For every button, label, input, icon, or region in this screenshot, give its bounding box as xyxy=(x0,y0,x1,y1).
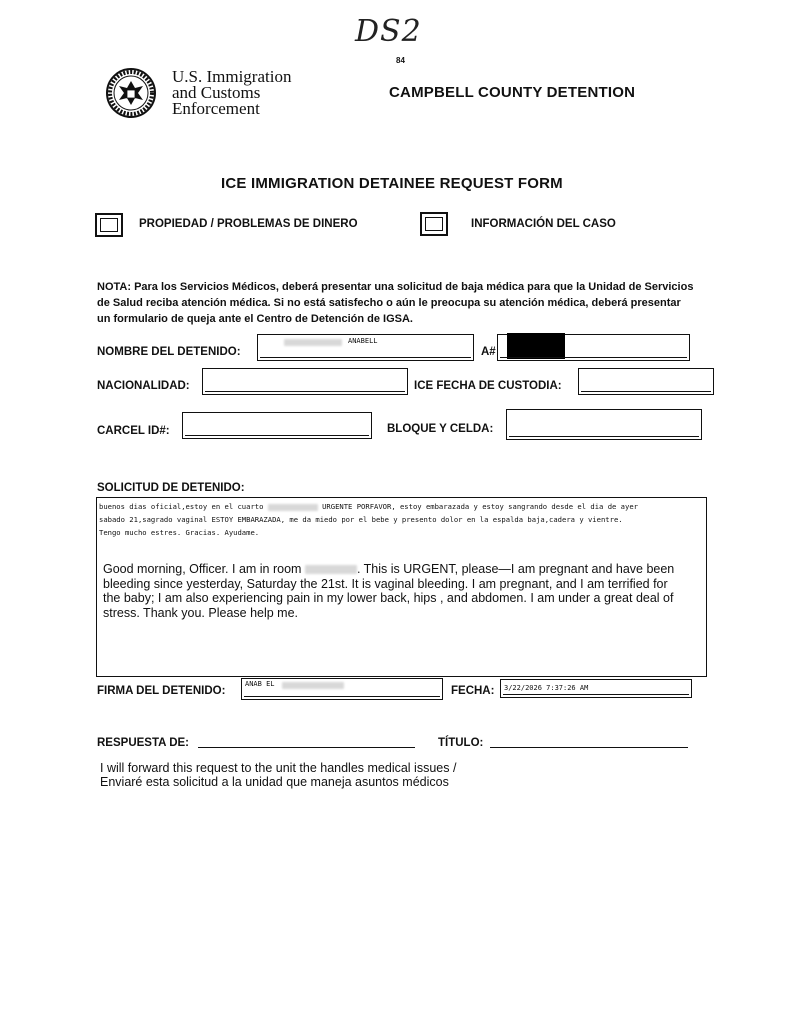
case-info-checkbox[interactable] xyxy=(420,212,448,236)
date-field[interactable] xyxy=(500,679,692,698)
medical-note: NOTA: Para los Servicios Médicos, deberá presentar una solicitud de baja médica para que la Unidad de Servicios de Salud reciba atención médica. Si no está satisfecho o aún le preocupa su atención médica, deberá presentar un formulario de queja ante el Centro de Detención de IGSA. xyxy=(97,281,694,325)
title-label: TÍTULO: xyxy=(438,737,484,749)
page-number: 84 xyxy=(396,56,405,65)
request-original-text xyxy=(99,500,638,539)
jail-id-field[interactable] xyxy=(182,412,372,439)
custody-date-field[interactable] xyxy=(578,368,714,395)
nationality-field[interactable] xyxy=(202,368,408,395)
response-text xyxy=(100,761,456,789)
redacted-signature xyxy=(282,682,344,689)
agency-line-1: U.S. Immigration xyxy=(172,67,292,86)
jail-id-label: CARCEL ID#: xyxy=(97,425,170,437)
agency-name xyxy=(172,69,291,117)
date-label: FECHA: xyxy=(451,685,495,697)
signature-value: ANAB EL xyxy=(245,680,275,688)
agency-line-2: and Customs xyxy=(172,83,261,102)
request-original-line-2: sabado 21,sagrado vaginal ESTOY EMBARAZADA, me da miedo por el bebe y presento dolor en la espalda baja,cadera y vientre. xyxy=(99,515,623,524)
signature-field[interactable] xyxy=(241,678,443,700)
custody-date-label: ICE FECHA DE CUSTODIA: xyxy=(414,380,562,392)
redacted-room-translation xyxy=(305,565,357,574)
signature-label: FIRMA DEL DETENIDO: xyxy=(97,685,226,697)
request-original-line-3: Tengo mucho estres. Gracias. Ayudame. xyxy=(99,528,260,537)
request-translation: Good morning, Officer. I am in room . This is URGENT, please—I am pregnant and have been bleeding since yesterday, Saturday the 21st. It is vaginal bleeding. I am pregnant, and I am terrified for the baby; I am also experiencing pain in my lower back, hips , and abdomen. I am under a great deal of stress. Thank you. Please help me. xyxy=(103,562,675,620)
response-by-line[interactable] xyxy=(198,747,415,748)
block-cell-field[interactable] xyxy=(506,409,702,440)
a-number-label: A# xyxy=(481,346,496,358)
facility-name: CAMPBELL COUNTY DETENTION xyxy=(389,84,636,101)
detainee-name-field[interactable] xyxy=(257,334,474,361)
dhs-seal-icon xyxy=(106,68,156,118)
a-number-field[interactable] xyxy=(497,334,690,361)
date-value: 3/22/2026 7:37:26 AM xyxy=(504,684,589,692)
response-text-es: Enviaré esta solicitud a la unidad que maneja asuntos médicos xyxy=(100,775,449,789)
detainee-name-label: NOMBRE DEL DETENIDO: xyxy=(97,346,241,358)
agency-line-3: Enforcement xyxy=(172,99,260,118)
property-checkbox[interactable] xyxy=(95,213,123,237)
request-field[interactable] xyxy=(96,497,707,677)
response-by-label: RESPUESTA DE: xyxy=(97,737,190,749)
title-line[interactable] xyxy=(490,747,688,748)
redacted-surname xyxy=(284,339,342,346)
property-checkbox-label: PROPIEDAD / PROBLEMAS DE DINERO xyxy=(139,218,358,230)
nationality-label: NACIONALIDAD: xyxy=(97,380,190,392)
response-text-en: I will forward this request to the unit the handles medical issues / xyxy=(100,761,457,775)
case-info-checkbox-label: INFORMACIÓN DEL CASO xyxy=(471,218,616,230)
detainee-name-value: ANABELL xyxy=(348,337,378,345)
redacted-room xyxy=(268,504,318,511)
form-title: ICE IMMIGRATION DETAINEE REQUEST FORM xyxy=(221,175,563,192)
handwritten-annotation: DS2 xyxy=(355,14,422,49)
block-cell-label: BLOQUE Y CELDA: xyxy=(387,423,494,435)
redacted-a-number xyxy=(507,333,565,359)
request-label: SOLICITUD DE DETENIDO: xyxy=(97,482,245,494)
request-original-line-1: buenos dias oficial,estoy en el cuarto URGENTE PORFAVOR, estoy embarazada y estoy sangrando desde el dia de ayer xyxy=(99,502,638,511)
